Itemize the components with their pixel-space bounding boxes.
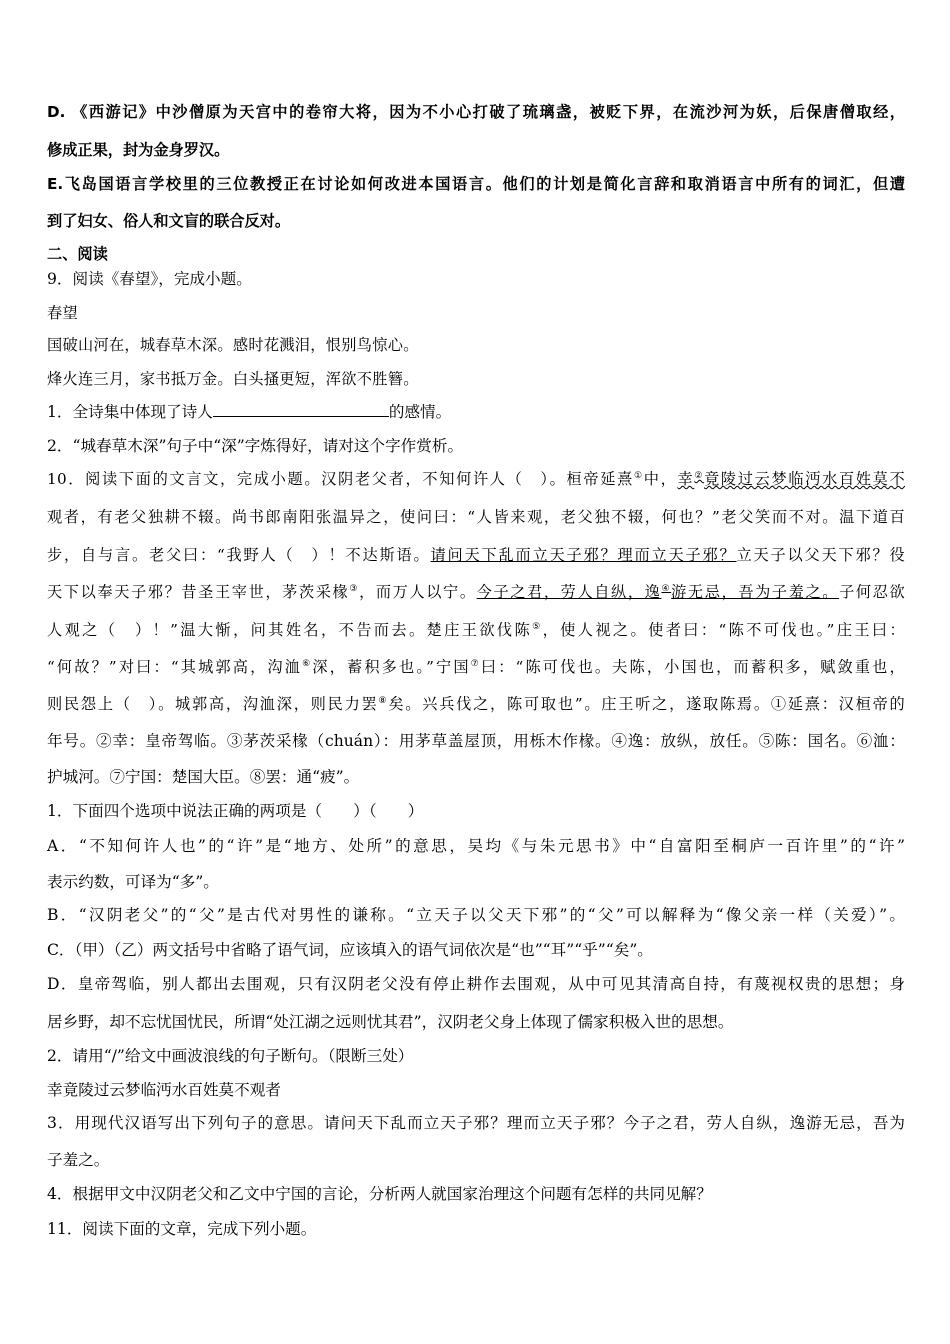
q11-stem: 11．阅读下面的文章，完成下列小题。	[47, 1220, 317, 1238]
footnote-mark: ⑧	[378, 695, 389, 706]
option-d-line1: D. 《西游记》中沙僧原为天宫中的卷帘大将，因为不小心打破了琉璃盏，被贬下界，在流沙河为妖，后保唐僧取经，	[47, 103, 905, 121]
q10-text: 天下以奉天子邪？昔圣王宰世，茅茨采椽	[47, 583, 350, 601]
poem-title: 春望	[47, 304, 78, 322]
q10-subquestion-3-line2: 子羞之。	[47, 1151, 110, 1169]
q10-text: ，而万人以宁。	[359, 583, 477, 601]
q10-passage-line-3	[47, 545, 905, 565]
q10-subquestion-3-line1: 3．用现代汉语写出下列句子的意思。请问天下乱而立天子邪？理而立天子邪？今子之君，劳人自纵，逸游无忌，吾为	[47, 1114, 905, 1132]
q9-s1-text-a: 1．全诗集中体现了诗人	[47, 403, 213, 421]
q10-text: 步，自与言。老父曰：“我野人（ ）！不达斯语。	[47, 546, 431, 564]
q10-passage-line-6	[47, 657, 905, 677]
q10-subquestion-2-sentence: 幸竟陵过云梦临沔水百姓莫不观者	[47, 1081, 281, 1099]
q10-text: 人观之（ ）！”温大惭，问其姓名，不告而去。楚庄王欲伐陈	[47, 621, 533, 639]
q10-passage-line-1	[47, 469, 905, 489]
footnote-mark: ①	[633, 470, 644, 481]
q10-option-d-line1: D．皇帝驾临，别人都出去围观，只有汉阴老父没有停止耕作去围观，从中可见其清高自持，有蔑视权贵的思想；身	[47, 975, 905, 993]
footnote-mark: ⑦	[470, 658, 481, 669]
q10-text: 则民怨上（ ）。城郭高，沟洫深，则民力罢	[47, 695, 379, 713]
q10-option-b: B．“汉阴老父”的“父”是古代对男性的谦称。“立天子以父天下邪”的“父”可以解释为“像父亲一样（关爱）”。	[47, 906, 905, 924]
q10-subquestion-2: 2．请用“/”给文中画波浪线的句子断句。（限断三处）	[47, 1047, 414, 1065]
q9-subquestion-2: 2．“城春草木深”句子中“深”字炼得好，请对这个字作赏析。	[47, 437, 464, 455]
option-d-line2: 修成正果，封为金身罗汉。	[47, 141, 230, 159]
q10-text: 立天子以父天下邪？役	[736, 546, 906, 564]
option-e-line1: E.飞岛国语言学校里的三位教授正在讨论如何改进本国语言。他们的计划是简化言辞和取消语言中所有的词汇，但遭	[47, 175, 905, 193]
q10-subquestion-4: 4．根据甲文中汉阴老父和乙文中宁国的言论，分析两人就国家治理这个问题有怎样的共同见解？	[47, 1185, 712, 1203]
q10-passage-line-5	[47, 620, 905, 640]
footnote-mark: ③	[349, 583, 360, 594]
q9-subquestion-1	[47, 402, 451, 422]
footnote-mark: ⑤	[532, 621, 543, 632]
q10-subquestion-1: 1．下面四个选项中说法正确的两项是（ ）（ ）	[47, 802, 424, 820]
q10-passage-line-4	[47, 582, 905, 602]
q10-text: 10．阅读下面的文言文，完成小题。汉阴老父者，不知何许人（ ）。桓帝延熹	[47, 470, 634, 488]
poem-line-1: 国破山河在，城春草木深。感时花溅泪，恨别鸟惊心。	[47, 336, 419, 354]
q9-s1-text-b: 的感情。	[388, 403, 452, 421]
q10-option-c: C．（甲）（乙）两文括号中省略了语气词，应该填入的语气词依次是“也”“耳”“乎”“矣”。	[47, 941, 653, 959]
q10-option-d-line2: 居乡野，却不忘忧国忧民，所谓“处江湖之远则忧其君”，汉阴老父身上体现了儒家积极入世的思想。	[47, 1013, 734, 1031]
q10-text: 深，蓄积多也。”宁国	[312, 658, 471, 676]
q10-text: 子何忍欲	[839, 583, 905, 601]
q10-footnotes-line-2: 护城河。⑦宁国：楚国大臣。⑧罢：通“疲”。	[47, 768, 360, 786]
q10-text: ，使人视之。使者曰：“陈不可伐也。”庄王曰：	[542, 621, 906, 639]
wavy-underline-text: 幸	[677, 470, 695, 488]
poem-line-2: 烽火连三月，家书抵万金。白头搔更短，浑欲不胜簪。	[47, 370, 419, 388]
underlined-sentence: 今子之君，劳人自纵，逸	[476, 583, 662, 601]
q10-text: 曰：“陈可伐也。夫陈，小国也，而蓄积多，赋敛重也，	[480, 658, 906, 676]
wavy-underline-text: 竟陵过云梦临沔水百姓莫不	[704, 470, 906, 488]
q10-footnotes-line-1: 年号。②幸：皇帝驾临。③茅茨采椽（chuán）：用茅草盖屋顶，用栎木作椽。④逸：放纵，放任。⑤陈：国名。⑥洫：	[47, 732, 905, 750]
section-heading: 二、阅读	[47, 245, 108, 263]
underlined-sentence: 请问天下乱而立天子邪？理而立天子邪？	[430, 546, 737, 564]
q10-option-a-line2: 表示约数，可译为“多”。	[47, 873, 219, 891]
q10-passage-line-7	[47, 694, 905, 714]
q10-text: 中，	[643, 470, 678, 488]
q10-passage-line-2: 观者，有老父独耕不辍。尚书郎南阳张温异之，使问曰：“人皆来观，老父独不辍，何也？”老父笑而不对。温下道百	[47, 508, 905, 526]
footnote-mark: ④	[661, 583, 672, 594]
option-e-line2: 到了妇女、俗人和文盲的联合反对。	[47, 212, 290, 230]
footnote-mark: ②	[694, 470, 705, 481]
q9-stem: 9．阅读《春望》，完成小题。	[47, 270, 252, 288]
footnote-text: ①延熹：汉桓帝的	[770, 695, 906, 713]
q10-text: 矣。兴兵伐之，陈可取也”。庄王听之，遂取陈焉。	[388, 695, 771, 713]
answer-blank[interactable]	[213, 402, 389, 417]
q10-text: “何故？”对曰：“其城郭高，沟洫	[47, 658, 303, 676]
underlined-sentence: 游无忌，吾为子羞之。	[671, 583, 840, 601]
footnote-mark: ⑥	[302, 658, 313, 669]
q10-option-a-line1: A．“不知何许人也”的“许”是“地方、处所”的意思，吴均《与朱元思书》中“自富阳至桐庐一百许里”的“许”	[47, 837, 905, 855]
